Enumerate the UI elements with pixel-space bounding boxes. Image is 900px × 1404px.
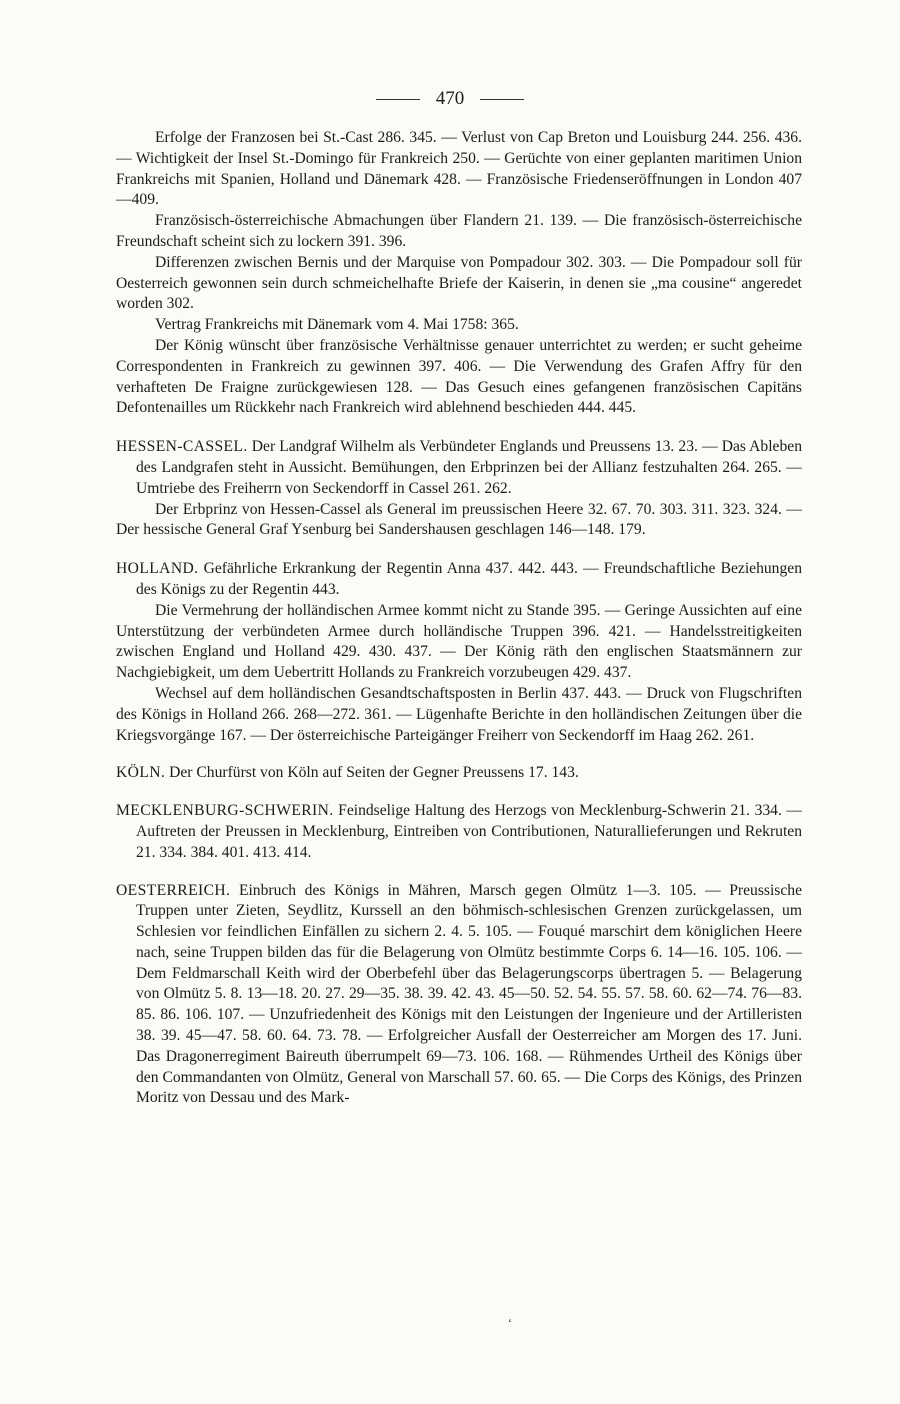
entry-heading: KÖLN. (116, 764, 166, 782)
entry-heading: HOLLAND. (116, 560, 199, 578)
entry-heading: HESSEN-CASSEL. (116, 438, 248, 456)
index-paragraph: Erfolge der Franzosen bei St.-Cast 286. 345. — Verlust von Cap Breton und Louisburg 244. 256. 436. — Wichtigkeit der Insel St.-Domingo für Frankreich 250. — Gerüchte von einer geplanten maritimen Union Frankreichs mit Spanien, Holland und Dänemark 428. — Französische Friedenseröffnungen in London 407—409. (116, 129, 802, 209)
entry-text: Der Churfürst von Köln auf Seiten der Gegner Preussens 17. 143. (165, 764, 579, 782)
index-paragraph: Wechsel auf dem holländischen Gesandtschaftsposten in Berlin 437. 443. — Druck von Flugschriften des Königs in Holland 266. 268—272. 361. — Lügenhafte Berichte in den holländischen Zeitungen über die Kriegsvorgänge 167. — Der österreichische Parteigänger Freiherr von Seckendorff im Haag 262. 261. (116, 684, 802, 744)
index-paragraph: Der Erbprinz von Hessen-Cassel als General im preussischen Heere 32. 67. 70. 303. 311. 323. 324. — Der hessische General Graf Ysenburg bei Sandershausen geschlagen 146—148. 179. (116, 500, 802, 539)
ink-mark: ‘ (508, 1316, 512, 1330)
index-paragraph: Differenzen zwischen Bernis und der Marquise von Pompadour 302. 303. — Die Pompadour soll für Oesterreich gewonnen sein durch schmeichelhafte Briefe der Kaiserin, in denen sie „ma cousine“ angeredet worden 302. (116, 253, 802, 313)
entry-heading: OESTERREICH. (116, 881, 231, 899)
page-header (0, 88, 900, 110)
index-paragraph: Der König wünscht über französische Verhältnisse genauer unterrichtet zu werden; er sucht geheime Correspondenten in Frankreich zu gewinnen 397. 406. — Die Verwendung des Grafen Affry für den verhafteten De Fraigne zurückgewiesen 128. — Das Gesuch eines gefangenen französischen Capitäns Defontenailles um Rückkehr nach Frankreich wird ablehnend beschieden 444. 445. (116, 336, 802, 417)
index-entry-mecklenburg-schwerin (116, 801, 802, 863)
header-rule-left (376, 99, 420, 100)
index-paragraph: Französisch-österreichische Abmachungen über Flandern 21. 139. — Die französisch-österreichische Freundschaft scheint sich zu lockern 391. 396. (116, 212, 802, 250)
index-entry-holland (116, 559, 802, 601)
entry-text: Der Landgraf Wilhelm als Verbündeter Englands und Preussens 13. 23. — Das Ableben des Landgrafen steht in Aussicht. Bemühungen, den Erbprinzen bei der Allianz festzuhalten 264. 265. — Umtriebe des Freiherrn von Seckendorff in Cassel 261. 262. (136, 438, 802, 497)
index-entry-oesterreich (116, 881, 802, 1110)
header-rule-right (480, 99, 524, 100)
index-entry-koeln (116, 763, 802, 784)
entry-text: Einbruch des Königs in Mähren, Marsch gegen Olmütz 1—3. 105. — Preussische Truppen unter Zieten, Seydlitz, Kurssell an den böhmisch-schlesischen Grenzen zurückgelassen, um Schlesien vor feindlichen Einfällen zu sichern 2. 4. 5. 105. — Fouqué marschirt dem königlichen Heere nach, seine Truppen bilden das für die Belagerung von Olmütz bestimmte Corps 6. 14—16. 105. 106. — Dem Feldmarschall Keith wird der Oberbefehl über das Belagerungscorps übertragen 5. — Belagerung von Olmütz 5. 8. 13—18. 20. 27. 29—35. 38. 39. 42. 43. 45—50. 52. 54. 55. 57. 58. 60. 62—74. 76—83. 85. 86. 106. 107. — Unzufriedenheit des Königs mit den Leistungen der Ingenieure und der Artilleristen 38. 39. 45—47. 58. 60. 64. 73. 78. — Erfolgreicher Ausfall der Oesterreicher am Morgen des 17. Juni. Das Dragonerregiment Baireuth überrumpelt 69—73. 106. 168. — Rühmendes Urtheil des Königs über den Commandanten von Olmütz, General von Marschall 57. 60. 65. — Die Corps des Königs, des Prinzen Moritz von Dessau und des Mark- (136, 881, 802, 1107)
entry-heading: MECKLENBURG-SCHWERIN. (116, 802, 334, 820)
index-entry-hessen-cassel (116, 437, 802, 499)
entry-text: Feindselige Haltung des Herzogs von Mecklenburg-Schwerin 21. 334. — Auftreten der Preussen in Mecklenburg, Eintreiben von Contributionen, Naturallieferungen und Rekruten 21. 334. 384. 401. 413. 414. (136, 802, 802, 861)
page-number: 470 (435, 88, 465, 109)
index-paragraph: Vertrag Frankreichs mit Dänemark vom 4. Mai 1758: 365. (155, 316, 519, 334)
index-paragraph: Die Vermehrung der holländischen Armee kommt nicht zu Stande 395. — Geringe Aussichten auf eine Unterstützung der verbündeten Armee durch holländische Truppen 396. 421. — Handelsstreitigkeiten zwischen England und Holland 429. 430. 437. — Der König räth den englischen Staatsmännern zur Nachgiebigkeit, um dem Uebertritt Hollands zu Frankreich vorzubeugen 429. 437. (116, 601, 802, 682)
entry-text: Gefährliche Erkrankung der Regentin Anna 437. 442. 443. — Freundschaftliche Beziehungen des Königs zu der Regentin 443. (136, 560, 802, 598)
index-text (116, 128, 802, 1109)
